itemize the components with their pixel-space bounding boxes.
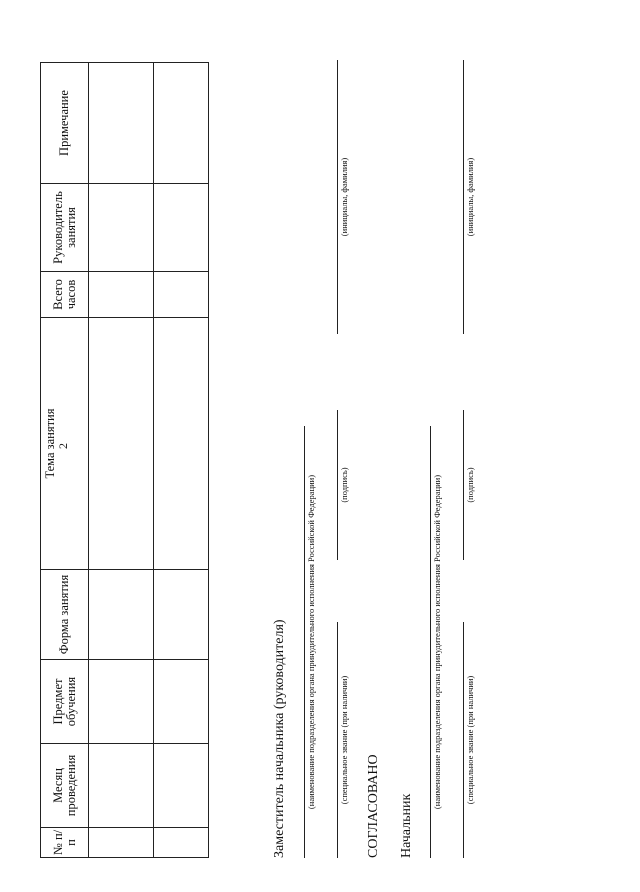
approval-signature-caption: (подпись) — [465, 467, 475, 503]
header-theme: Тема занятия — [41, 318, 89, 570]
deputy-unit-caption: (наименование подразделения органа принудительного исполнения Российской Федерации) — [306, 474, 316, 810]
deputy-unit-line — [304, 426, 305, 858]
table-cell[interactable] — [89, 828, 154, 858]
table-cell[interactable] — [154, 744, 209, 828]
header-subject: Предмет обучения — [41, 660, 89, 744]
table-cell[interactable] — [154, 660, 209, 744]
header-leader: Руководитель занятия — [41, 184, 89, 272]
table-header-row — [41, 63, 89, 858]
approval-label: СОГЛАСОВАНО — [366, 754, 381, 858]
header-number: № п/п — [41, 828, 89, 858]
table-cell[interactable] — [89, 184, 154, 272]
approval-initials-line — [463, 60, 464, 334]
table-cell[interactable] — [89, 570, 154, 660]
approval-unit-caption: (наименование подразделения органа принудительного исполнения Российской Федерации) — [432, 474, 442, 810]
approval-initials-caption: (инициалы, фамилия) — [465, 157, 475, 237]
approval-rank-line — [463, 622, 464, 858]
table-row — [89, 63, 154, 858]
table-row — [154, 63, 209, 858]
table-cell[interactable] — [89, 744, 154, 828]
approval-unit-line — [430, 426, 431, 858]
header-hours: Всего часов — [41, 272, 89, 318]
table-cell[interactable] — [89, 318, 154, 570]
table-cell[interactable] — [89, 63, 154, 184]
header-note: Примечание — [41, 63, 89, 184]
rotated-sheet — [40, 26, 600, 858]
deputy-title: Заместитель начальника (руководителя) — [272, 619, 287, 858]
deputy-rank-line — [337, 622, 338, 858]
approval-rank-caption: (специальное звание (при наличии) — [465, 675, 475, 805]
table-cell[interactable] — [154, 570, 209, 660]
deputy-signature-line — [337, 410, 338, 560]
table-cell[interactable] — [154, 63, 209, 184]
approval-title: Начальник — [399, 793, 414, 858]
table-cell[interactable] — [89, 660, 154, 744]
deputy-signature-caption: (подпись) — [339, 467, 349, 503]
approval-signature-line — [463, 410, 464, 560]
header-month: Месяц проведения — [41, 744, 89, 828]
table-cell[interactable] — [154, 828, 209, 858]
table-cell[interactable] — [89, 272, 154, 318]
table-cell[interactable] — [154, 184, 209, 272]
table-cell[interactable] — [154, 318, 209, 570]
deputy-initials-caption: (инициалы, фамилия) — [339, 157, 349, 237]
deputy-initials-line — [337, 60, 338, 334]
deputy-rank-caption: (специальное звание (при наличии) — [339, 675, 349, 805]
table-cell[interactable] — [154, 272, 209, 318]
schedule-table — [40, 62, 209, 858]
page-number: 2 — [56, 443, 70, 449]
header-form: Форма занятия — [41, 570, 89, 660]
